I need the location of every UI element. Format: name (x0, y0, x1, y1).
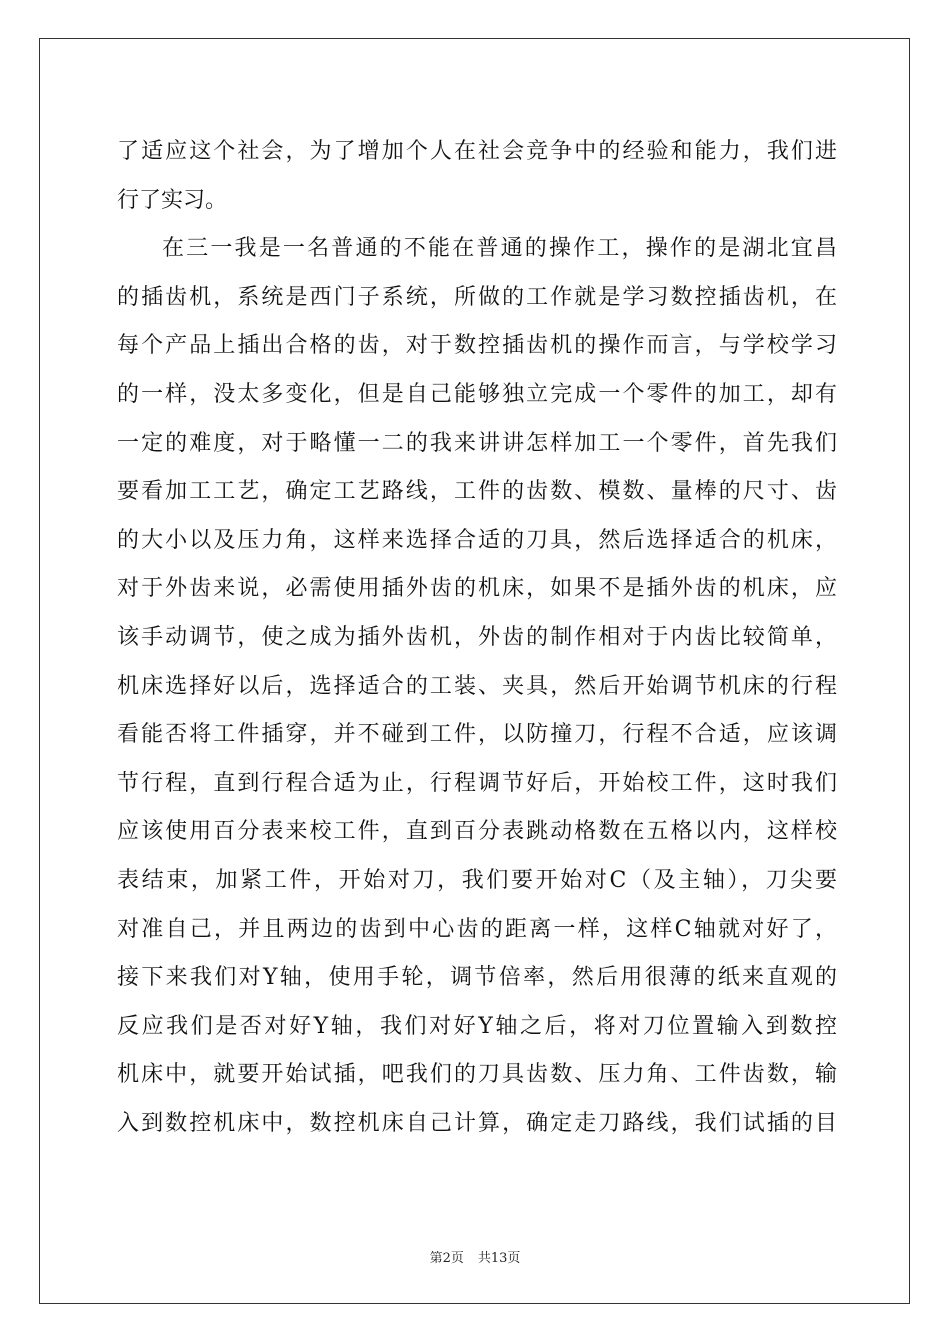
text-line: 每个产品上插出合格的齿，对于数控插齿机的操作而言，与学校学习 (117, 333, 837, 359)
page-number: 第2页 (429, 1251, 464, 1266)
text-line: 接下来我们对Y轴，使用手轮，调节倍率，然后用很薄的纸来直观的 (117, 965, 837, 991)
page-total: 共13页 (477, 1251, 521, 1266)
text-line: 的一样，没太多变化，但是自己能够独立完成一个零件的加工，却有 (117, 381, 837, 407)
text-line: 应该使用百分表来校工件，直到百分表跳动格数在五格以内，这样校 (117, 819, 837, 845)
text-line: 表结束，加紧工件，开始对刀，我们要开始对C（及主轴），刀尖要 (117, 867, 837, 893)
text-line: 在三一我是一名普通的不能在普通的操作工，操作的是湖北宜昌 (162, 236, 837, 262)
text-line: 的大小以及压力角，这样来选择合适的刀具，然后选择适合的机床， (117, 527, 837, 553)
text-line: 对于外齿来说，必需使用插外齿的机床，如果不是插外齿的机床，应 (117, 576, 837, 602)
page-footer (0, 1247, 950, 1266)
text-line: 反应我们是否对好Y轴，我们对好Y轴之后，将对刀位置输入到数控 (117, 1013, 837, 1039)
text-line: 了适应这个社会，为了增加个人在社会竞争中的经验和能力，我们进 (117, 139, 837, 164)
text-line: 机床选择好以后，选择适合的工装、夹具，然后开始调节机床的行程 (117, 673, 837, 699)
text-line: 节行程，直到行程合适为止，行程调节好后，开始校工件，这时我们 (117, 770, 837, 796)
text-line: 要看加工工艺，确定工艺路线，工件的齿数、模数、量棒的尺寸、齿 (117, 479, 837, 505)
body-text (117, 128, 837, 1148)
text-line: 该手动调节，使之成为插外齿机，外齿的制作相对于内齿比较简单， (117, 624, 837, 650)
text-line: 入到数控机床中，数控机床自己计算，确定走刀路线，我们试插的目 (117, 1110, 837, 1136)
text-line: 行了实习。 (117, 187, 228, 213)
text-line: 一定的难度，对于略懂一二的我来讲讲怎样加工一个零件，首先我们 (117, 430, 837, 456)
text-line: 看能否将工件插穿，并不碰到工件，以防撞刀，行程不合适，应该调 (117, 722, 837, 748)
text-line: 机床中，就要开始试插，吧我们的刀具齿数、压力角、工件齿数，输 (117, 1062, 837, 1088)
text-line: 的插齿机，系统是西门子系统，所做的工作就是学习数控插齿机，在 (117, 284, 837, 310)
text-line: 对准自己，并且两边的齿到中心齿的距离一样，这样C轴就对好了， (117, 916, 837, 942)
